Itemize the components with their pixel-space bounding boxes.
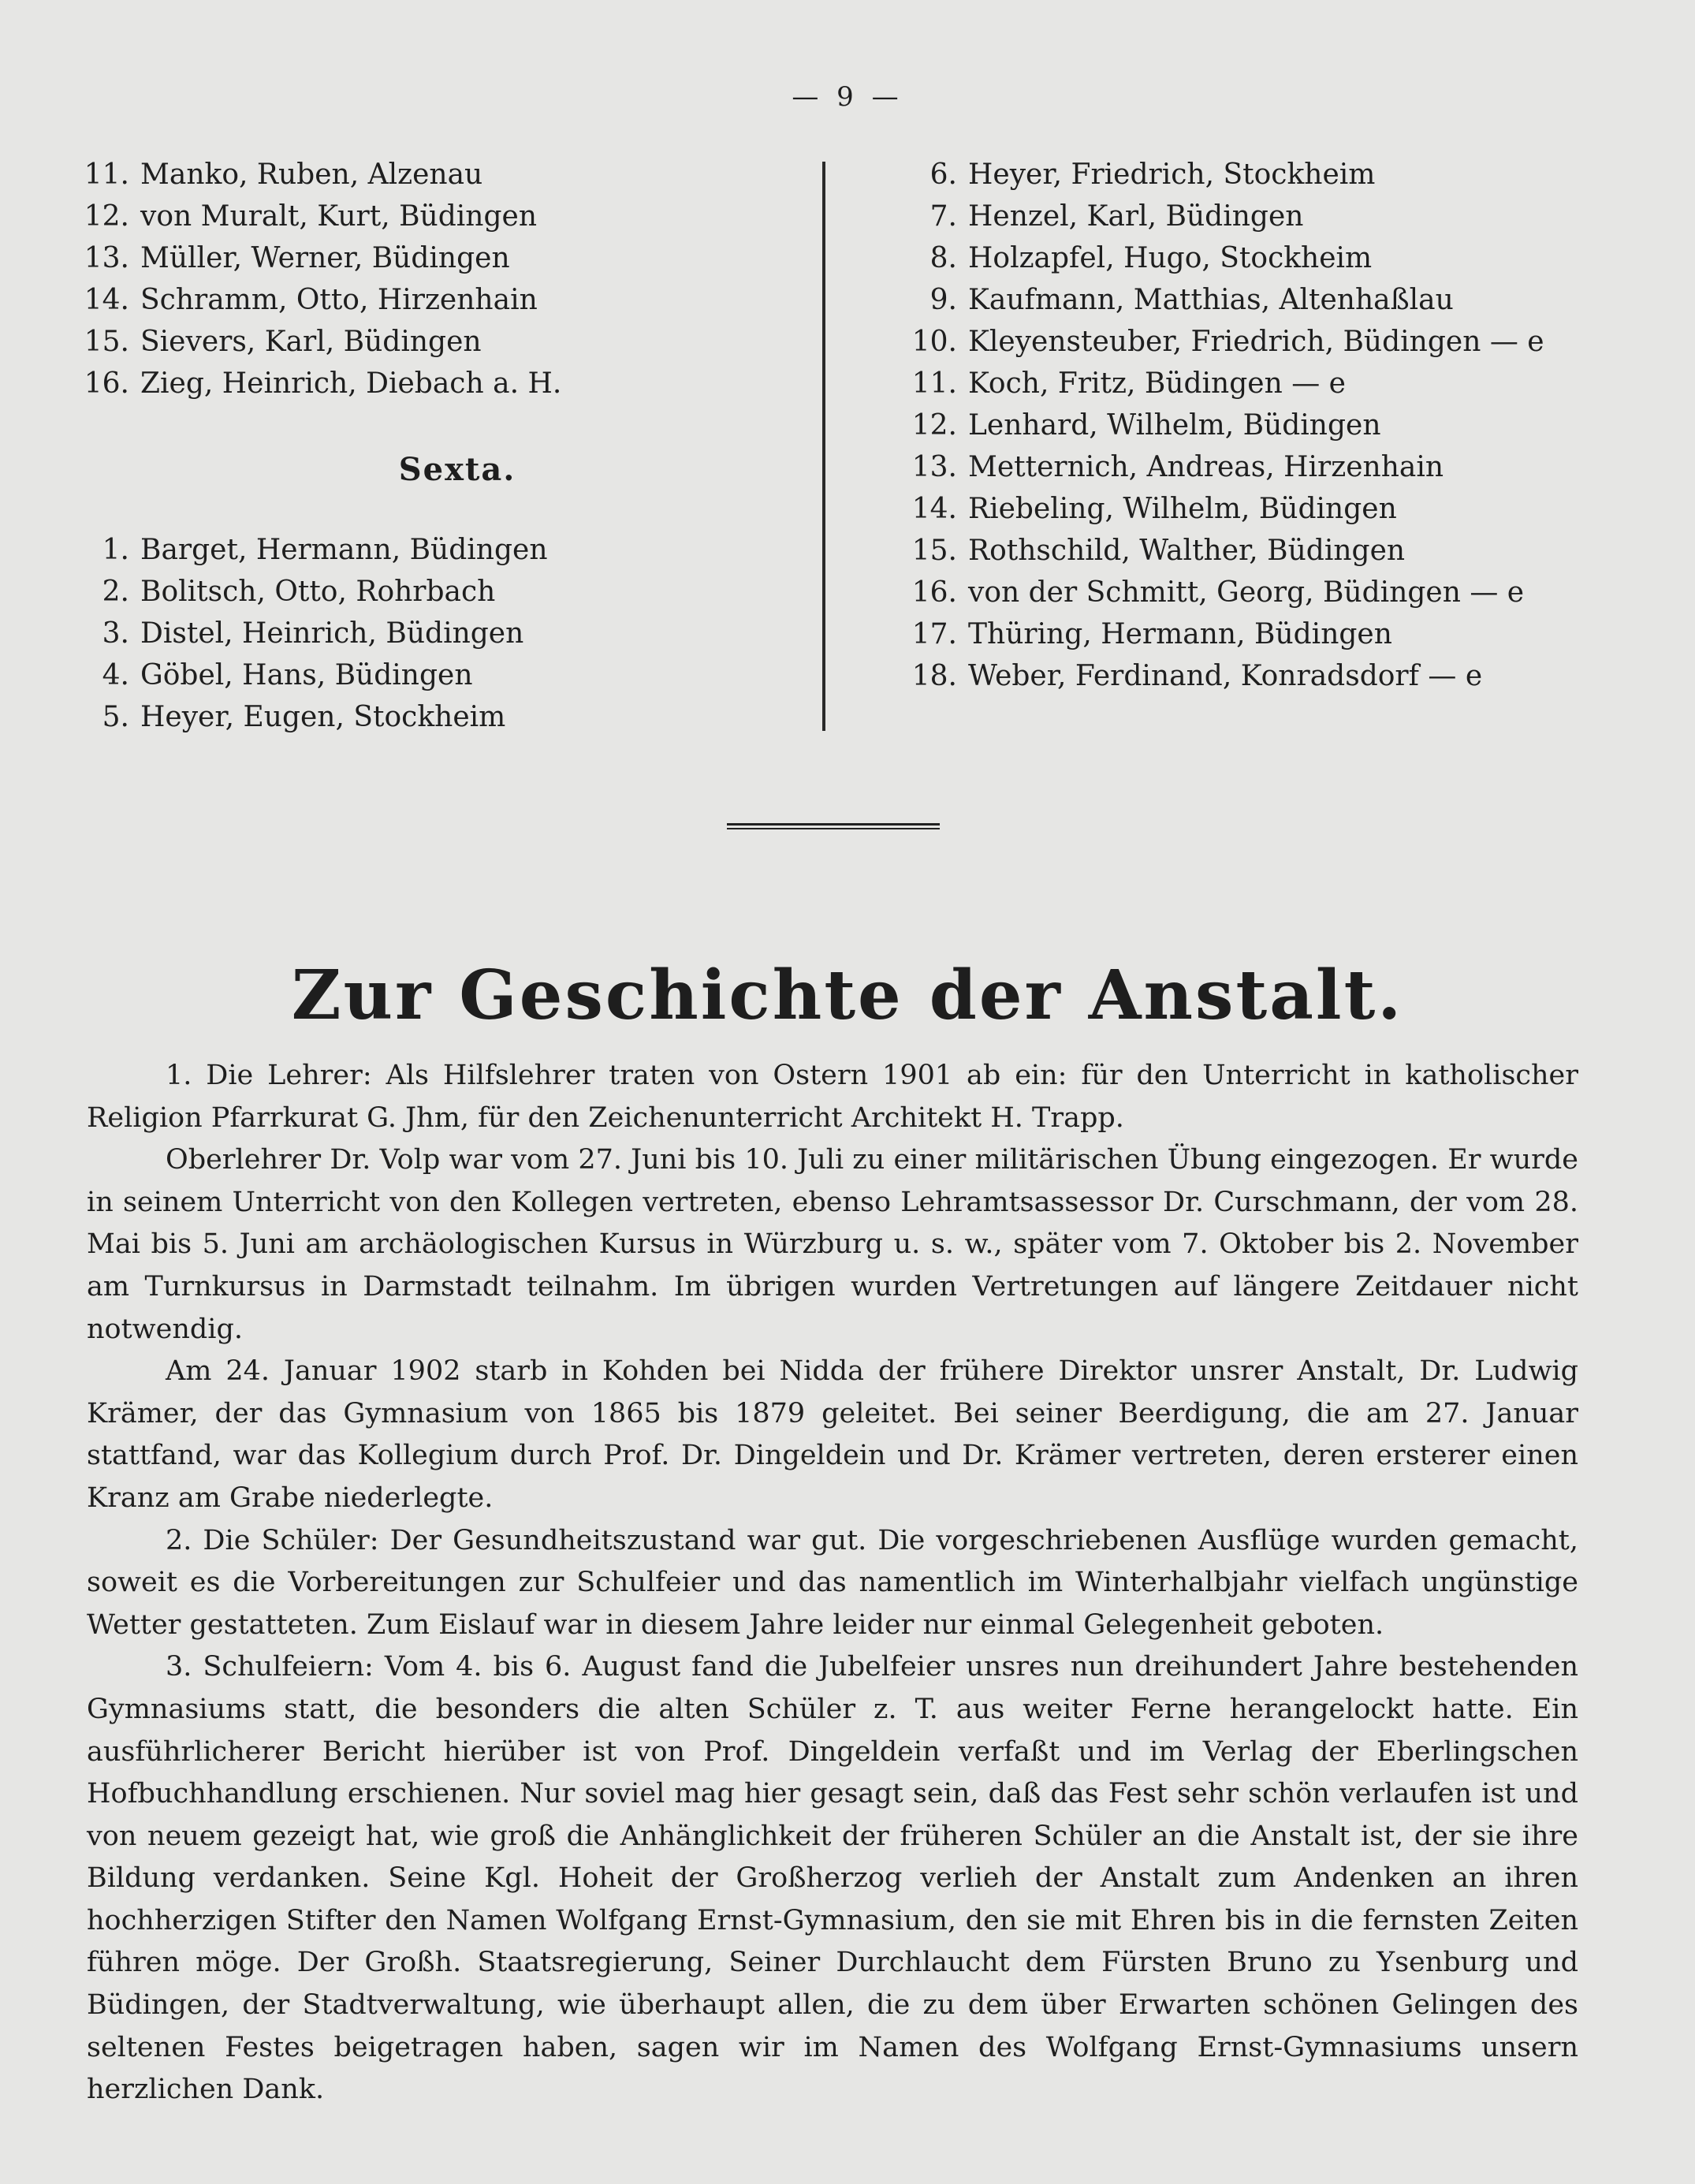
list-item: 12. von Muralt, Kurt, Büdingen [84,200,537,233]
section-title: Zur Geschichte der Anstalt. [291,956,1404,1035]
column-divider [822,162,825,731]
list-item: 10. Kleyensteuber, Friedrich, Büdingen — e [911,326,1544,358]
list-item: 6. Heyer, Friedrich, Stockheim [929,158,1376,191]
section-separator [727,823,940,829]
list-item: 1. Barget, Hermann, Büdingen [102,534,548,566]
list-item: 8. Holzapfel, Hugo, Stockheim [929,242,1373,274]
list-item: 13. Müller, Werner, Büdingen [84,242,510,274]
paragraph: 3. Schulfeiern: Vom 4. bis 6. August fand die Jubelfeier unsres nun dreihundert Jahre bestehenden Gymnasiums statt, die besonders die alten Schüler z. T. aus weiter Ferne herangelockt hatte. Ein ausführlicherer Bericht hierüber ist von Prof. Dingeldein verfaßt und im Verlag der Eberlingschen Hofbuchhandlung erschienen. Nur soviel mag hier gesagt sein, daß das Fest sehr schön verlaufen ist und von neuem gezeigt hat, wie groß die Anhänglichkeit der früheren Schüler an die Anstalt ist, der sie ihre Bildung verdanken. Seine Kgl. Hoheit der Großherzog verlieh der Anstalt zum Andenken an ihren hochherzigen Stifter den Namen Wolfgang Ernst-Gymnasium, den sie mit Ehren bis in die fernsten Zeiten führen möge. Der Großh. Staatsregierung, Seiner Durchlaucht dem Fürsten Bruno zu Ysenburg und Büdingen, der Stadtverwaltung, wie überhaupt allen, die zu dem über Erwarten schönen Gelingen des seltenen Festes beigetragen haben, sagen wir im Namen des Wolfgang Ernst-Gymnasiums unsern herzlichen Dank. [87,1651,1578,2106]
list-item: 7. Henzel, Karl, Büdingen [929,200,1304,233]
list-item: 15. Rothschild, Walther, Büdingen [911,535,1406,567]
paragraph: Oberlehrer Dr. Volp war vom 27. Juni bis 10. Juli zu einer militärischen Übung eingezogen. Er wurde in seinem Unterricht von den Kollegen vertreten, ebenso Lehramtsassessor Dr. Curschmann, der vom 28. Mai bis 5. Juni am archäologischen Kursus in Würzburg u. s. w., später vom 7. Oktober bis 2. November am Turnkursus in Darmstadt teilnahm. Im übrigen wurden Vertretungen auf längere Zeitdauer nicht notwendig. [87,1144,1578,1345]
list-item: 11. Manko, Ruben, Alzenau [84,158,483,191]
class-heading-sexta: Sexta. [398,451,516,488]
list-item: 12. Lenhard, Wilhelm, Büdingen [911,409,1381,442]
list-item: 3. Distel, Heinrich, Büdingen [102,617,524,650]
list-item: 9. Kaufmann, Matthias, Altenhaßlau [929,284,1454,316]
list-item: 14. Riebeling, Wilhelm, Büdingen [911,493,1397,525]
list-item: 11. Koch, Fritz, Büdingen — e [911,367,1346,400]
list-item: 18. Weber, Ferdinand, Konradsdorf — e [911,660,1483,692]
list-item: 2. Bolitsch, Otto, Rohrbach [102,576,496,608]
paragraph: 2. Die Schüler: Der Gesundheitszustand war gut. Die vorgeschriebenen Ausflüge wurden gemacht, soweit es die Vorbereitungen zur Schulfeier und das namentlich im Winterhalbjahr vielfach ungünstige Wetter gestatteten. Zum Eislauf war in diesem Jahre leider nur einmal Gelegenheit geboten. [87,1524,1578,1641]
list-item: 14. Schramm, Otto, Hirzenhain [84,284,538,316]
list-item: 16. von der Schmitt, Georg, Büdingen — e [911,576,1525,609]
list-item: 5. Heyer, Eugen, Stockheim [102,701,506,733]
list-item: 16. Zieg, Heinrich, Diebach a. H. [84,367,562,400]
paragraph: 1. Die Lehrer: Als Hilfslehrer traten von Ostern 1901 ab ein: für den Unterricht in katholischer Religion Pfarrkurat G. Jhm, für den Zeichenunterricht Architekt H. Trapp. [87,1060,1578,1134]
list-item: 4. Göbel, Hans, Büdingen [102,659,473,691]
body-text [87,1055,1578,2111]
list-item: 13. Metternich, Andreas, Hirzenhain [911,451,1444,483]
paragraph: Am 24. Januar 1902 starb in Kohden bei Nidda der frühere Direktor unsrer Anstalt, Dr. Ludwig Krämer, der das Gymnasium von 1865 bis 1879 geleitet. Bei seiner Beerdigung, die am 27. Januar stattfand, war das Kollegium durch Prof. Dr. Dingeldein und Dr. Krämer vertreten, deren ersterer einen Kranz am Grabe niederlegte. [87,1355,1578,1514]
page-number: — 9 — [792,81,903,113]
list-item: 17. Thüring, Hermann, Büdingen [911,618,1392,650]
list-item: 15. Sievers, Karl, Büdingen [84,326,482,358]
